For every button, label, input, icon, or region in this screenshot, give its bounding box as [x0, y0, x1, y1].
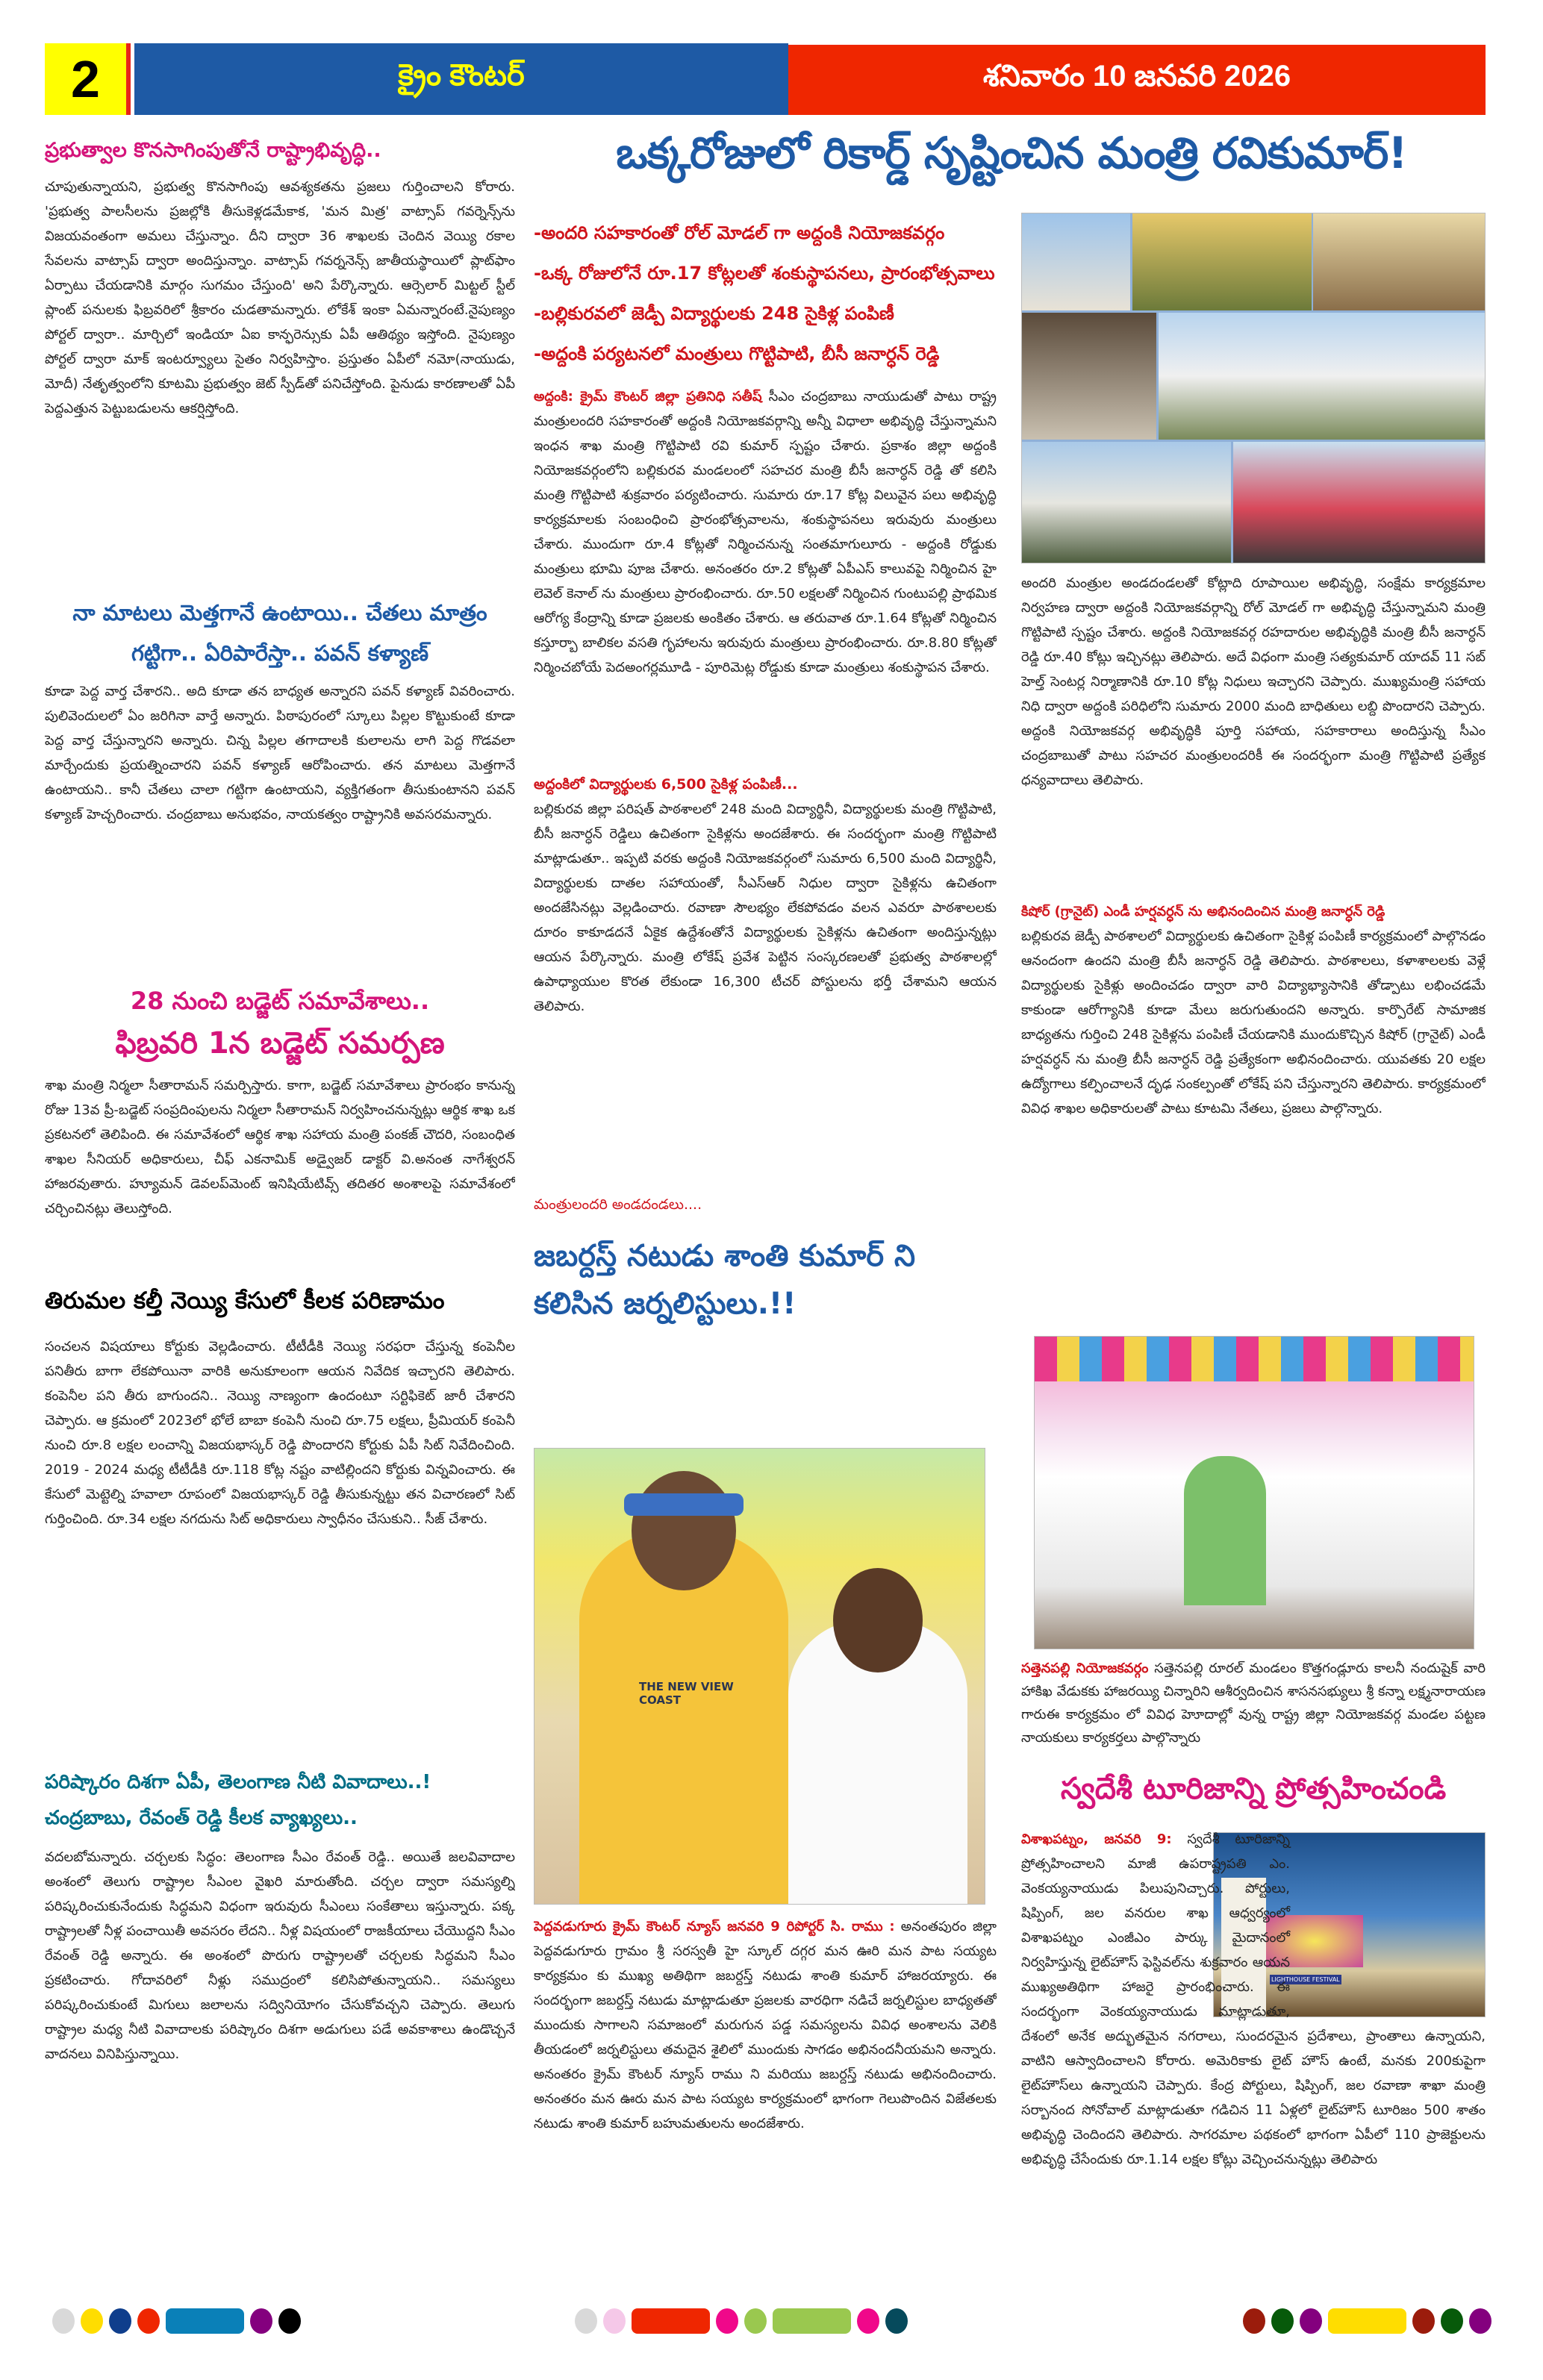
paper-name: క్రైం కౌంటర్: [134, 43, 788, 115]
plaque-photo: [1313, 213, 1486, 310]
story-body: కూడా పెద్ద వార్త చేశారని.. అది కూడా తన బాధ్యత అన్నారని పవన్ కళ్యాణ్ వివరించారు. పులివెందులలో ఏం జరిగినా వార్తే అన్నారు. పిఠాపురంలో స్కూలు పిల్లల కొట్టుకుంటే కూడా పెద్ద వార్త చేస్తున్నారని అన్నారు. చిన్న పిల్లల తగాదాలకి కులాలను లాగి పెద్ద గొడవలా మార్చేందుకు ప్రయత్నించారని పవన్ కళ్యాణ్ ఆరోపించారు. తన మాటలు మెత్తగానే ఉంటాయని.. కానీ చేతలు చాలా గట్టిగా ఉంటాయని, వ్యక్తిగతంగా తీసుకుంటానని పవన్ కళ్యాణ్ హెచ్చరించారు. చంద్రబాబు అనుభవం, నాయకత్వం రాష్ట్రానికి అవసరమన్నారు.: [45, 684, 515, 822]
body-text: సీఎం చంద్రబాబు నాయుడుతో పాటు రాష్ట్ర మంత్రులందరి సహకారంతో అద్దంకి నియోజకవర్గాన్ని అన్నీ విధాలా అభివృద్ధి చేస్తున్నామని ఇంధన శాఖ మంత్రి గొట్టిపాటి రవి కుమార్ స్పష్టం చేశారు. ప్రకాశం జిల్లా అద్దంకి నియోజకవర్గంలోని బల్లికురవ మండలంలో సహచర మంత్రి బీసీ జనార్ధన్ రెడ్డి తో కలిసి మంత్రి గొట్టిపాటి శుక్రవారం పర్యటించారు. సుమారు రూ.17 కోట్ల విలువైన పలు అభివృద్ధి కార్యక్రమాలకు సంబంధించి ప్రారంభోత్సవాలను, శంకుస్థాపనలు ఇరువురు మంత్రులు చేశారు. ముందుగా రూ.4 కోట్లతో నిర్మించనున్న సంతమాగులూరు - అద్దంకి రోడ్డుకు మంత్రులు భూమి పూజ చేశారు. అనంతరం రూ.2 కోట్లతో ఏపీఎస్ కాలువపై నిర్మించిన హై లెవెల్ కెనాల్ ను మంత్రులు ప్రారంభించారు. రూ.50 లక్షలతో నిర్మించిన గుంటుపల్లి ప్రాథమిక ఆరోగ్య కేంద్రాన్ని కూడా ప్రజలకు అంకితం చేశారు. ఆ తరువాత రూ.1.64 కోట్లతో నిర్మించిన కస్తూర్బా బాలికల వసతి గృహాలను ఇరువురు మంత్రులు ప్రారంభించారు. రూ.8.80 కోట్లతో నిర్మించబోయే పెదఅంగర్లమూడి - పూరిమెట్ల రోడ్డుకు కూడా మంత్రులు శంకుస్థాపన చేశారు.: [534, 389, 997, 675]
face: [833, 1568, 923, 1672]
bicycle-distribution-photo: [1233, 442, 1486, 563]
body-text: అనంతపురం జిల్లా పెద్దవడుగూరు గ్రామం శ్రీ సరస్వతీ హై స్కూల్ దగ్గర మన ఊరి మన పాట సయ్యట కార్యక్రమం కు ముఖ్య అతిథిగా జబర్దస్త్ నటుడు శాంతి కుమార్ హాజరయ్యారు. ఈ సందర్భంగా జబర్దస్త్ నటుడు మాట్లాడుతూ ప్రజలకు వారధిగా నడిచే జర్నలిస్టుల బాధ్యతతో ముందుకు సాగాలని సమాజంలో మరుగున పడ్డ సమస్యలను వివిధ అంశాలను వెలికి తీయడంలో జర్నలిస్టులు తమదైన శైలిలో ముందుకు సాగడం అభినందనీయమని అన్నారు. అనంతరం క్రైమ్ కౌంటర్ న్యూస్ రాము ని మరియు జబర్దస్త్ నటుడు అభినందించారు. అనంతరం మన ఊరు మన పాట సయ్యట కార్యక్రమంలో భాగంగా గెలుపొందిన విజేతలకు నటుడు శాంతి కుమార్ బహుమతులను అందజేశారు.: [534, 1919, 997, 2131]
tourism-text: [1021, 1827, 1486, 2275]
middle-column: [534, 213, 997, 1328]
color-registration-mark: [250, 2308, 272, 2334]
color-registration-mark: [278, 2308, 301, 2334]
dateline: అద్దంకి: క్రైమ్ కౌంటర్ జిల్లా ప్రతినిధి సతీష్: [534, 389, 762, 405]
dateline: పెద్దవడుగూరు క్రైమ్ కౌంటర్ న్యూస్ జనవరి 9 రిపోర్టర్ సి. రాము :: [534, 1919, 895, 1934]
story-body: [534, 384, 997, 772]
color-registration-mark: [81, 2308, 103, 2334]
page-number: 2: [45, 43, 131, 115]
color-registration-mark: [137, 2308, 160, 2334]
subhead: -అందరి సహకారంతో రోల్ మోడల్ గా అద్దంకి నియోజకవర్గం: [534, 222, 945, 243]
festival-banner: LIGHTHOUSE FESTIVAL: [1271, 1976, 1340, 1983]
story-headline: 28 నుంచి బడ్జెట్ సమావేశాలు..: [130, 987, 430, 1015]
sattenapalli-caption: [1021, 1657, 1486, 1749]
color-registration-mark: [1328, 2308, 1406, 2334]
minister-events-collage: [1021, 213, 1486, 563]
photo-caption: [1021, 1657, 1486, 1749]
ribbon-cutting-photo: [1022, 442, 1231, 563]
subhead: -ఒక్క రోజులోనే రూ.17 కోట్లలతో శంకుస్థాపనలు, ప్రారంభోత్సవాలు: [534, 263, 995, 284]
color-registration-mark: [603, 2308, 626, 2334]
subhead: మంత్రులందరి అండదండలు....: [534, 1196, 702, 1213]
caption-text: సత్తెనపల్లి రూరల్ మండలం కొత్తగండ్లూరు కాలనీ నందుషైక్ వారి హాకిఖ వేడుకకు హాజరయ్యి చిన్నారిని ఆశీర్వదించిన శాసనసభ్యులు శ్రీ కన్నా లక్ష్మనారాయణ గారుఈ కార్యక్రమం లో వివిధ హెూదాల్లో వున్న రాష్ట్ర జిల్లా నియోజకవర్గ మండల పట్టణ నాయకులు కార్యకర్తలు పాల్గొన్నారు: [1021, 1661, 1486, 1746]
story-body: [1021, 1827, 1486, 2275]
color-registration-mark: [575, 2308, 597, 2334]
story-headline: ప్రభుత్వాల కొనసాగింపుతోనే రాష్ట్రాభివృద్ధి..: [45, 139, 381, 162]
story-headline: చంద్రబాబు, రేవంత్ రెడ్డి కీలక వ్యాఖ్యలు..: [45, 1807, 358, 1829]
story-body: వదలబోమన్నారు. చర్చలకు సిద్ధం: తెలంగాణ సీఎం రేవంత్ రెడ్డి.. అయితే జలవివాదాల అంశంలో తెలుగు రాష్ట్రాల సీఎంల వైఖరి మారుతోంది. చర్చల ద్వారా సమస్యల్ని పరిష్కరించుకునేందుకు సిద్ధమని విధంగా ఇరువురు సీఎంలు సంకేతాలు ఇస్తున్నారు. పక్క రాష్ట్రాలతో నీళ్ల పంచాయితీ అవసరం లేదని.. నీళ్ల విషయంలో రాజకీయాలు చేయొద్దని సీఎం రేవంత్ రెడ్డి అన్నారు. ఈ అంశంలో పొరుగు రాష్ట్రాలతో చర్చలకు సిద్ధమని సీఎం ప్రకటించారు. గోదావరిలో నీళ్లు సముద్రంలో కలిసిపోతున్నాయని.. సమస్యలు పరిష్కరించుకుంటే మిగులు జలాలను సద్వినియోగం చేసుకోవచ్చని చెప్పారు. తెలుగు రాష్ట్రాల మధ్య నీటి వివాదాలకు పరిష్కారం దిశగా అడుగులు పడే అవకాశాలు ఉండొచ్చనే వాదనలు వినిపిస్తున్నాయి.: [45, 1849, 515, 2062]
plaque-photo: [1132, 213, 1312, 310]
subhead: అద్దంకిలో విద్యార్థులకు 6,500 సైకిళ్ల పంపిణీ...: [534, 776, 798, 793]
decorations: [1035, 1337, 1474, 1381]
subhead: -అద్దంకి పర్యటనలో మంత్రులు గొట్టిపాటి, బీసీ జనార్ధన్ రెడ్డి: [534, 343, 940, 364]
left-column: [45, 134, 515, 2218]
right-column: [1021, 571, 1486, 1342]
story-headline: నా మాటలు మెత్తగానే ఉంటాయి.. చేతలు మాత్రం గట్టిగా.. ఏరిపారేస్తా.. పవన్ కళ్యాణ్: [72, 600, 487, 666]
caption-lead: సత్తెనపల్లి నియోజకవర్గం: [1021, 1661, 1149, 1676]
story-headline: తిరుమల కల్తీ నెయ్యి కేసులో కీలక పరిణామం: [45, 1287, 445, 1314]
story-headline: పరిష్కారం దిశగా ఏపీ, తెలంగాణ నీటి వివాదాలు..!: [45, 1771, 431, 1793]
color-registration-mark: [1300, 2308, 1322, 2334]
tshirt-print: THE NEW VIEW COAST: [639, 1680, 734, 1707]
color-registration-mark: [716, 2308, 738, 2334]
story-headline: స్వదేశీ టూరిజాన్ని ప్రోత్సహించండి: [1060, 1772, 1447, 1806]
issue-date: శనివారం 10 జనవరి 2026: [788, 45, 1486, 115]
color-registration-mark: [744, 2308, 767, 2334]
subhead: -బల్లికురవలో జెడ్పీ విద్యార్థులకు 248 సైకిళ్ల పంపిణీ: [534, 303, 894, 324]
story-headline: ఫిబ్రవరి 1న బడ్జెట్ సమర్పణ: [115, 1026, 445, 1061]
dateline: విశాఖపట్నం, జనవరి 9:: [1021, 1831, 1172, 1847]
story-body: చూపుతున్నాయని, ప్రభుత్వ కొనసాగింపు ఆవశ్యకతను ప్రజలు గుర్తించాలని కోరారు. 'ప్రభుత్వ పాలసీలను ప్రజల్లోకి తీసుకెళ్లడమేకాక, 'మన మిత్ర' వాట్సాప్ గవర్నెన్స్‌ను విజయవంతంగా అమలు చేస్తున్నాం. దీని ద్వారా 36 శాఖలకు చెందిన వెయ్యి రకాల సేవలను వాట్సాప్ ద్వారా అందిస్తున్నాం. వాట్సాప్ గవర్ననెన్స్ జాతీయస్థాయిలో ప్లాట్‌ఫాం ఏర్పాటు చేయడానికి మార్గం సుగమం చేస్తుంది' అని పేర్కొన్నారు. ఆర్సెలార్ మిట్టల్ స్టీల్ ప్లాంట్ పనులకు ఫిబ్రవరిలో శ్రీకారం చుడతామన్నారు. లోకేశ్ ఇంకా ఏమన్నారంటే.నైపుణ్యం పోర్టల్ ద్వారా.. మార్చిలో ఇండియా ఏఐ కాన్ఫరెన్సుకు ఏపీ ఆతిథ్యం ఇస్తోంది. నైపుణ్యం పోర్టల్ ద్వారా మాక్ ఇంటర్వ్యూలు సైతం నిర్వహిస్తాం. ప్రస్తుతం ఏపీలో నమో(నాయుడు, మోదీ) నేతృత్వంలోని కూటమి ప్రభుత్వం జెట్ స్పీడ్‌తో పనిచేస్తోంది. పైనుడు కారణాలతో ఏపీ పెద్దఎత్తున పెట్టుబడులను ఆకర్షిస్తోంది.: [45, 179, 515, 416]
color-registration-mark: [166, 2308, 244, 2334]
main-headline: ఒక్కరోజులో రికార్డ్ సృష్టించిన మంత్రి రవికుమార్!: [616, 128, 1407, 178]
story-body: బల్లికురవ జిల్లా పరిషత్ పాఠశాలలో 248 మంది విద్యార్థినీ, విద్యార్థులకు మంత్రి గొట్టిపాటి, బీసీ జనార్ధన్ రెడ్డిలు ఉచితంగా సైకిళ్లను అందజేశారు. ఈ సందర్భంగా మంత్రి గొట్టిపాటి మాట్లాడుతూ.. ఇప్పటి వరకు అద్దంకి నియోజకవర్గంలో సుమారు 6,500 మంది విద్యార్థినీ, విద్యార్థులకు దాతల సహాయంతో, సీఎస్ఆర్ నిధుల ద్వారా సైకిళ్లను ఉచితంగా అందజేసినట్లు వెల్లడించారు. రవాణా సౌలభ్యం లేకపోవడం వలన ఎవరూ పాఠశాలలకు దూరం కాకూడదనే ఏకైక ఉద్దేశంతోనే విద్యార్థులకు సైకిళ్లను ఉచితంగా అందిస్తున్నట్లు ఆయన పేర్కొన్నారు. మంత్రి లోకేష్ ప్రవేశ పెట్టిన సంస్కరణలతో ప్రభుత్వ పాఠశాలల్లో ఉపాధ్యాయుల కొరత లేకుండా 16,300 టీచర్ పోస్టులను భర్తీ చేశామని ఆయన తెలిపారు.: [534, 802, 997, 1014]
story-body: [534, 1914, 997, 2265]
color-registration-mark: [1271, 2308, 1294, 2334]
story-body: సంచలన విషయాలు కోర్టుకు వెల్లడించారు. టీటీడీకి నెయ్యి సరఫరా చేస్తున్న కంపెనీల పనితీరు బాగా లేకపోయినా వారికి అనుకూలంగా ఆయన నివేదిక ఇచ్చారని తెలిపారు. కంపెనీల పని తీరు బాగుందని.. నెయ్యి నాణ్యంగా ఉందంటూ సర్టిఫికెట్ జారీ చేశారని చెప్పారు. ఆ క్రమంలో 2023లో భోలే బాబా కంపెనీ నుంచి రూ.75 లక్షలు, ప్రీమియర్ కంపెనీ నుంచి రూ.8 లక్షల లంచాన్ని విజయభాస్కర్ రెడ్డి పొందారని కోర్టుకు ఏపీ సిట్ నివేదించింది. 2019 - 2024 మధ్య టీటీడీకి రూ.118 కోట్ల నష్టం వాటిల్లిందని కోర్టుకు విన్నవించారు. ఈ కేసులో మెట్టెల్ని హవాలా రూపంలో విజయభాస్కర్ రెడ్డి తీసుకున్నట్టు తన విచారణలో సిట్ గుర్తించింది. రూ.34 లక్షల నగదును సిట్ అధికారులు స్వాధీనం చేసుకుని.. సీజ్ చేశారు.: [45, 1339, 515, 1527]
face: [632, 1471, 736, 1590]
actor-journalist-photo: [534, 1448, 985, 1905]
color-registration-mark: [1243, 2308, 1265, 2334]
story-body: బల్లికురవ జెడ్పీ పాఠశాలలో విద్యార్థులకు ఉచితంగా సైకిళ్ల పంపిణీ కార్యక్రమంలో పాల్గొనడం ఆనందంగా ఉందని మంత్రి బీసీ జనార్ధన్ రెడ్డి తెలిపారు. పాఠశాలలు, కళాశాలలకు వెళ్లే విద్యార్థులకు సైకిళ్లు అందించడం ద్వారా వారి విద్యాభ్యాసానికి తోడ్పాటు లభించడమే కాకుండా ఆరోగ్యానికి కూడా మేలు జరుగుతుందని అన్నారు. కార్పొరేట్ సామాజిక బాధ్యతను గుర్తించి 248 సైకిళ్లను పంపిణీ చేయడానికి ముందుకొచ్చిన కిషోర్ (గ్రానైట్) ఎండీ హర్షవర్ధన్ ను మంత్రి బీసీ జనార్ధన్ రెడ్డి ప్రత్యేకంగా అభినందించారు. యువతకు 20 లక్షల ఉద్యోగాలు కల్పించాలనే దృఢ సంకల్పంతో లోకేష్ పని చేస్తున్నారని తెలిపారు. కార్యక్రమంలో వివిధ శాఖల అధికారులతో పాటు కూటమి నేతలు, ప్రజలు పాల్గొన్నారు.: [1021, 928, 1486, 1116]
color-registration-mark: [1469, 2308, 1491, 2334]
hakika-ceremony-photo: [1034, 1336, 1474, 1649]
color-registration-mark: [52, 2308, 75, 2334]
building-photo: [1022, 213, 1130, 310]
story-body: అందరి మంత్రుల అండదండలతో కోట్లాది రూపాయిల అభివృద్ధి, సంక్షేమ కార్యక్రమాల నిర్వహణ ద్వారా అద్దంకి నియోజకవర్గాన్ని రోల్ మోడల్ గా అభివృద్ధి చేస్తున్నామని మంత్రి గొట్టిపాటి స్పష్టం చేశారు. అద్దంకి నియోజకవర్గ రహదారుల అభివృద్ధికి మంత్రి బీసీ జనార్ధన్ రెడ్డి రూ.40 కోట్లు ఇచ్చినట్లు తెలిపారు. అదే విధంగా మంత్రి సత్యకుమార్ యాదవ్ 11 సబ్ హెల్త్ సెంటర్ల నిర్మాణానికి రూ.10 కోట్ల నిధులు ఇచ్చారని చెప్పారు. ముఖ్యమంత్రి సహాయ నిధి ద్వారా అద్దంకి పరిధిలోని సుమారు 2000 మంది బాధితులు లబ్ది పొందారని చెప్పారు. అద్దంకి నియోజకవర్గ అభివృద్ధికి పూర్తి సహాయ, సహకారాలు అందిస్తున్న సీఎం చంద్రబాబుతో పాటు సహచర మంత్రులందరికీ ఈ సందర్భంగా మంత్రి గొట్టిపాటి ప్రత్యేక ధన్యవాదాలు తెలిపారు.: [1021, 575, 1486, 788]
group-photo: [1159, 313, 1486, 440]
person: [1184, 1456, 1266, 1605]
story-body: శాఖ మంత్రి నిర్మలా సీతారామన్ సమర్పిస్తారు. కాగా, బడ్జెట్ సమావేశాలు ప్రారంభం కానున్న రోజు 13వ ప్రీ-బడ్జెట్ సంప్రదింపులను నిర్మలా సీతారామన్ నిర్వహించనున్నట్లు ఆర్థిక శాఖ ఒక ప్రకటనలో తెలిపింది. ఈ సమావేశంలో ఆర్థిక శాఖ సహాయ మంత్రి పంకజ్ చౌదరి, సంబంధిత శాఖల సీనియర్ అధికారులు, చీఫ్ ఎకనామిక్ అడ్వైజర్ డాక్టర్ వి.అనంత నాగేశ్వరన్ హాజరవుతారు. హ్యూమన్ డెవలప్‌మెంట్ ఇనిషియేటివ్స్ తదితర అంశాలపై సమావేశంలో చర్చించినట్లు తెలుస్తోంది.: [45, 1078, 515, 1216]
color-registration-mark: [1412, 2308, 1435, 2334]
color-registration-mark: [109, 2308, 131, 2334]
story-headline: జబర్దస్త్ నటుడు శాంతి కుమార్ ని కలిసిన జర్నలిస్టులు.!!: [534, 1239, 916, 1321]
color-registration-mark: [632, 2308, 710, 2334]
photo-spacer: [1290, 1827, 1486, 2023]
color-registration-mark: [885, 2308, 908, 2334]
plaque-photo: [1022, 313, 1156, 440]
headband: [624, 1493, 744, 1516]
subhead: కిషోర్ (గ్రానైట్) ఎండీ హర్షవర్ధన్ ను అభినందించిన మంత్రి జనార్ధన్ రెడ్డి: [1021, 904, 1385, 919]
color-registration-mark: [1441, 2308, 1463, 2334]
color-registration-mark: [857, 2308, 879, 2334]
body-text: స్వదేశీ టూరిజాన్ని ప్రోత్సహించాలని మాజీ ఉపరాష్ట్రపతి ఎం. వెంకయ్యనాయుడు పిలుపునిచ్చారు. పోర్టులు, షిప్పింగ్, జల వనరుల శాఖ ఆధ్వర్యంలో విశాఖపట్నం ఎంజీఎం పార్కు మైదానంలో నిర్వహిస్తున్న లైట్‌హౌస్ ఫెస్టివల్‌ను శుక్రవారం ఆయన ముఖ్యఅతిథిగా హాజరై ప్రారంభించారు. ఈ సందర్భంగా వెంకయ్యనాయుడు మాట్లాడుతూ, దేశంలో అనేక అద్భుతమైన నగరాలు, సుందరమైన ప్రదేశాలు, ప్రాంతాలు ఉన్నాయని, వాటిని ఆస్వాదించాలని కోరారు. అమెరికాకు లైట్ హౌస్ ఉంటే, మనకు 200కుపైగా లైట్‌హౌస్‌లు ఉన్నాయని చెప్పారు. కేంద్ర పోర్టులు, షిప్పింగ్, జల రవాణా శాఖా మంత్రి సర్బానంద సోనోవాల్ మాట్లాడుతూ గడిచిన 11 ఏళ్లలో లైట్‌హౌస్ టూరిజం 500 శాతం అభివృద్ధి చెందిందని తెలిపారు. సాగరమాల పథకంలో భాగంగా ఏపీలో 110 ప్రాజెక్టులను అభివృద్ధి చేసేందుకు రూ.1.14 లక్షల కోట్లు వెచ్చించనున్నట్లు తెలిపారు: [1021, 1831, 1486, 2167]
jabardasth-text: [534, 1914, 997, 2265]
color-registration-mark: [773, 2308, 851, 2334]
